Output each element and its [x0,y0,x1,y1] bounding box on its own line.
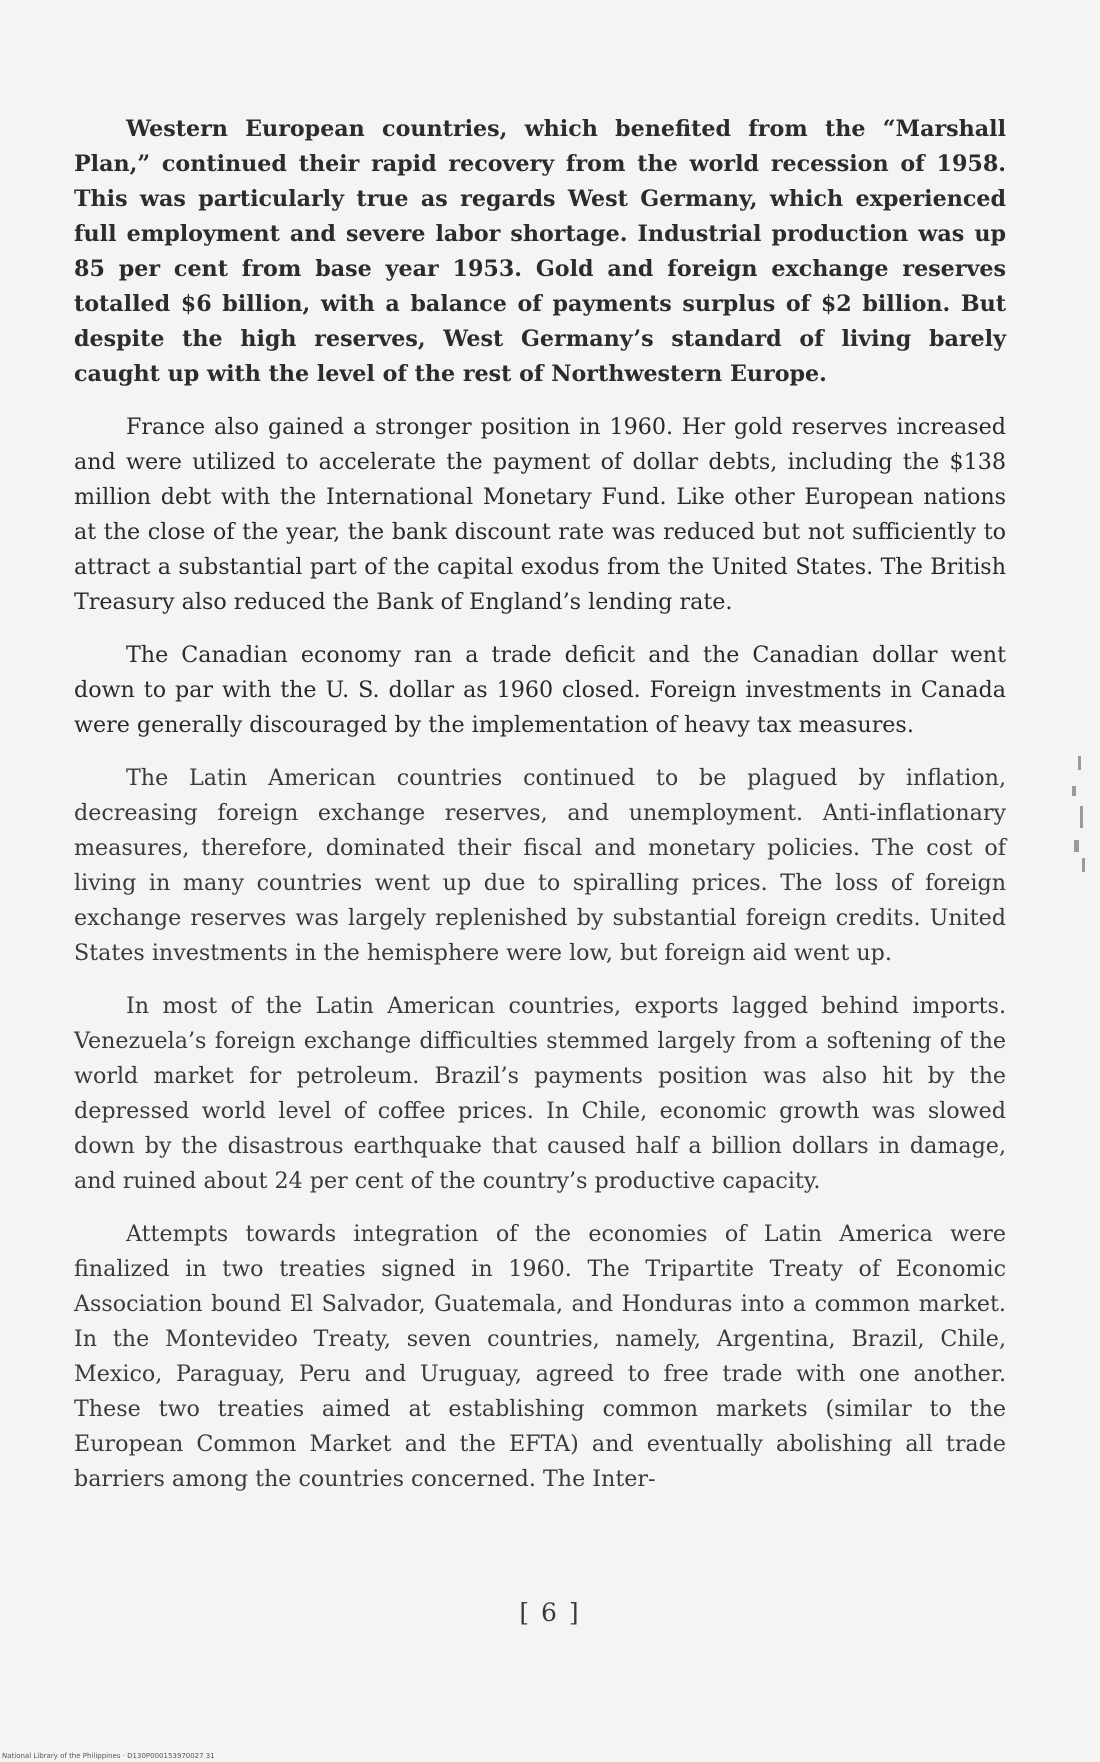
paragraph-exports: In most of the Latin American countries, exports lagged behind imports. Venezuela’s foreign exchange difficulties stemmed largely from a softening of the world market for petroleum. Brazil’s payments position was also hit by the depressed world level of coffee prices. In Chile, economic growth was slowed down by the disastrous earthquake that caused half a billion dollars in damage, and ruined about 24 per cent of the country’s productive capacity. [74,993,1006,1194]
paragraph-latin-america: The Latin American countries continued to be plagued by inflation, decreasing foreign exchange reserves, and unemployment. Anti-inflationary measures, therefore, dominated their fiscal and monetary policies. The cost of living in many countries went up due to spiralling prices. The loss of foreign exchange reserves was largely replenished by substantial foreign credits. United States investments in the hemisphere were low, but foreign aid went up. [74,765,1006,966]
paragraph-france: France also gained a stronger position in 1960. Her gold reserves increased and were utilized to accelerate the payment of dollar debts, including the $138 million debt with the International Monetary Fund. Like other European nations at the close of the year, the bank discount rate was reduced but not sufficiently to attract a substantial part of the capital exodus from the United States. The British Treasury also reduced the Bank of England’s lending rate. [74,414,1006,615]
scan-edge-marks [1068,756,1092,874]
paragraph-western-europe: Western European countries, which benefited from the “Marshall Plan,” continued their rapid recovery from the world recession of 1958. This was particularly true as regards West Germany, which experienced full employment and severe labor shortage. Industrial production was up 85 per cent from base year 1953. Gold and foreign exchange reserves totalled $6 billion, with a balance of payments surplus of $2 billion. But despite the high reserves, West Germany’s standard of living barely caught up with the level of the rest of Northwestern Europe. [74,116,1006,387]
scan-credit: National Library of the Philippines · D130P000153970027 31 [2,1752,215,1760]
paragraph-canada: The Canadian economy ran a trade deficit and the Canadian dollar went down to par with the U. S. dollar as 1960 closed. Foreign investments in Canada were generally discouraged by the implementation of heavy tax measures. [74,642,1006,738]
paragraph-integration: Attempts towards integration of the economies of Latin America were finalized in two treaties signed in 1960. The Tripartite Treaty of Economic Association bound El Salvador, Guatemala, and Honduras into a common market. In the Montevideo Treaty, seven countries, namely, Argentina, Brazil, Chile, Mexico, Paraguay, Peru and Uruguay, agreed to free trade with one another. These two treaties aimed at establishing common markets (similar to the European Common Market and the EFTA) and eventually abolishing all trade barriers among the countries concerned. The Inter- [74,1221,1006,1492]
page-number: [ 6 ] [519,1598,581,1627]
body-text [74,112,1006,1515]
